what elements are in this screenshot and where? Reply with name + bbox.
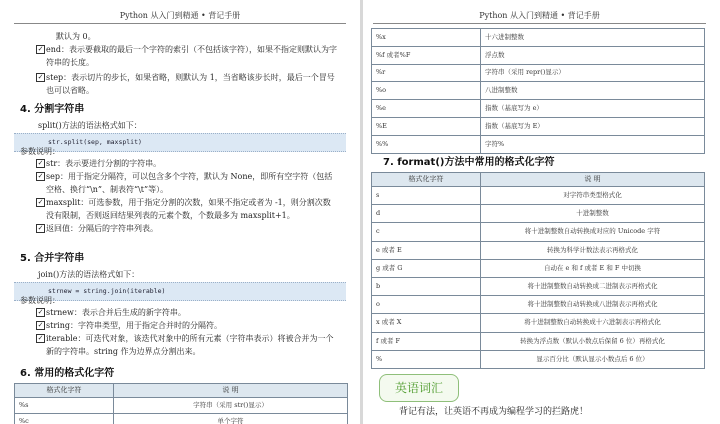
table-cell: 转换为浮点数（默认小数点后保留 6 位）再格式化 (481, 332, 705, 350)
table-row (372, 117, 705, 135)
join-params (0, 306, 360, 358)
column-header: 格式化字符 (15, 384, 114, 398)
table-cell: %x (372, 29, 481, 47)
slice-params (0, 30, 360, 97)
table-cell: g 或者 G (372, 259, 481, 277)
params-label: 参数说明： (20, 147, 60, 156)
format-chars-table-cont (371, 28, 705, 154)
checkbox-icon: ✓ (37, 321, 44, 329)
column-header: 格式化字符 (372, 173, 481, 187)
section-4-title: 4. 分割字符串 (20, 104, 85, 115)
page-header: Python 从入门到精通 • 背记手册 (373, 0, 706, 24)
page-header: Python 从入门到精通 • 背记手册 (14, 0, 346, 24)
table-cell: 转换为科学计数法表示再格式化 (481, 241, 705, 259)
table-row (372, 64, 705, 82)
table-cell: 八进制整数 (481, 82, 705, 100)
table-row (372, 46, 705, 64)
param-step (0, 71, 360, 97)
table-cell: 字符串（采用 str()显示） (114, 398, 348, 414)
split-code-box (14, 133, 346, 152)
param-maxsplit: ✓ maxsplit：可选参数，用于指定分割的次数，如果不指定或者为 -1，则分割次数没有限制，否则返回结果列表的元素个数，个数最多为 maxsplit+1。 (37, 198, 331, 220)
format-method-table (371, 172, 705, 369)
table-cell: 十进制整数 (481, 205, 705, 223)
params-label: 参数说明： (20, 296, 60, 305)
table-cell: 将十进制整数自动转换成对应的 Unicode 字符 (481, 223, 705, 241)
section-5-title: 5. 合并字符串 (20, 253, 85, 264)
checkbox-icon: ✓ (37, 334, 44, 342)
table-cell: %r (372, 64, 481, 82)
table-cell: 字符% (481, 135, 705, 153)
table-cell: 字符串（采用 repr()显示） (481, 64, 705, 82)
checkbox-icon: ✓ (37, 73, 44, 81)
vocab-text: 背记有法，让英语不再成为编程学习的拦路虎！ (399, 407, 589, 417)
checkbox-icon: ✓ (37, 198, 44, 206)
table-row (372, 332, 705, 350)
table-cell: x 或者 X (372, 314, 481, 332)
intro-line: 默认为 0。 (56, 32, 96, 41)
table-row (372, 241, 705, 259)
param-return: ✓ 返回值：分隔后的字符串列表。 (37, 224, 158, 233)
table-row (372, 29, 705, 47)
table-cell: %o (372, 82, 481, 100)
table-cell: %s (15, 398, 114, 414)
param-string: ✓ string：字符串类型，用于指定合并时的分隔符。 (37, 321, 222, 330)
param-iterable: ✓ iterable：可迭代对象，该迭代对象中的所有元素（字符串表示）将被合并为一个新的字符串。string 作为边界点分割出来。 (37, 334, 334, 356)
table-cell: 浮点数 (481, 46, 705, 64)
table-cell: 将十进制整数自动转换成二进制表示再格式化 (481, 277, 705, 295)
table-row (372, 82, 705, 100)
table-cell: %e (372, 100, 481, 118)
table-cell: 十六进制整数 (481, 29, 705, 47)
join-intro: join()方法的语法格式如下： (38, 270, 140, 279)
table-header-row (15, 384, 348, 398)
checkbox-icon: ✓ (37, 45, 44, 53)
column-header: 说 明 (114, 384, 348, 398)
vocab-badge: 英语词汇 (379, 374, 459, 402)
checkbox-icon: ✓ (37, 172, 44, 180)
table-row (372, 135, 705, 153)
checkbox-icon: ✓ (37, 308, 44, 316)
table-cell: d (372, 205, 481, 223)
param-str: ✓ str：表示要进行分割的字符串。 (37, 159, 162, 168)
section-7-title: 7. format()方法中常用的格式化字符 (383, 157, 555, 168)
table-cell: %c (15, 414, 114, 424)
table-row (372, 223, 705, 241)
column-header: 说 明 (481, 173, 705, 187)
table-row (372, 296, 705, 314)
param-end (0, 43, 360, 69)
split-code: str.split(sep, maxsplit) (14, 133, 346, 152)
table-cell: s (372, 187, 481, 205)
table-cell: 对字符串类型格式化 (481, 187, 705, 205)
table-cell: 将十进制整数自动转换成八进制表示再格式化 (481, 296, 705, 314)
table-cell: e 或者 E (372, 241, 481, 259)
table-cell: 自动在 e 和 f 或者 E 和 F 中切换 (481, 259, 705, 277)
table-row (372, 100, 705, 118)
table-cell: 将十进制整数自动转换成十六进制表示再格式化 (481, 314, 705, 332)
table-row (372, 277, 705, 295)
split-params (0, 157, 360, 235)
table-cell: % (372, 350, 481, 368)
table-cell: 显示百分比（默认显示小数点后 6 位） (481, 350, 705, 368)
checkbox-icon: ✓ (37, 224, 44, 232)
param-sep: ✓ sep：用于指定分隔符，可以包含多个字符，默认为 None，即所有空字符（包括空格、换行“\n”、制表符“\t”等）。 (37, 172, 333, 194)
join-code-box (14, 282, 346, 301)
table-cell: 指数（基底写为 E） (481, 117, 705, 135)
table-row (372, 187, 705, 205)
table-cell: %f 或者%F (372, 46, 481, 64)
table-cell: o (372, 296, 481, 314)
table-row (15, 414, 348, 424)
format-chars-table (14, 383, 348, 424)
join-code: strnew = string.join(iterable) (14, 282, 346, 301)
table-row (372, 314, 705, 332)
table-cell: %% (372, 135, 481, 153)
table-cell: f 或者 F (372, 332, 481, 350)
right-page (363, 0, 720, 424)
section-6-title: 6. 常用的格式化字符 (20, 368, 115, 379)
checkbox-icon: ✓ (37, 159, 44, 167)
table-row (372, 259, 705, 277)
table-cell: 指数（基底写为 e） (481, 100, 705, 118)
param-text: step：表示切片的步长，如果省略，则默认为 1，当省略该步长时，最后一个冒号也可以省略。 (46, 73, 335, 95)
table-cell: c (372, 223, 481, 241)
split-intro: split()方法的语法格式如下： (38, 121, 142, 130)
table-cell: %E (372, 117, 481, 135)
table-row (15, 398, 348, 414)
table-row (372, 350, 705, 368)
table-header-row (372, 173, 705, 187)
param-strnew: ✓ strnew：表示合并后生成的新字符串。 (37, 308, 186, 317)
table-row (372, 205, 705, 223)
table-cell: 单个字符 (114, 414, 348, 424)
table-cell: b (372, 277, 481, 295)
param-text: end：表示要截取的最后一个字符的索引（不包括该字符），如果不指定则默认为字符串的长度。 (46, 45, 338, 67)
